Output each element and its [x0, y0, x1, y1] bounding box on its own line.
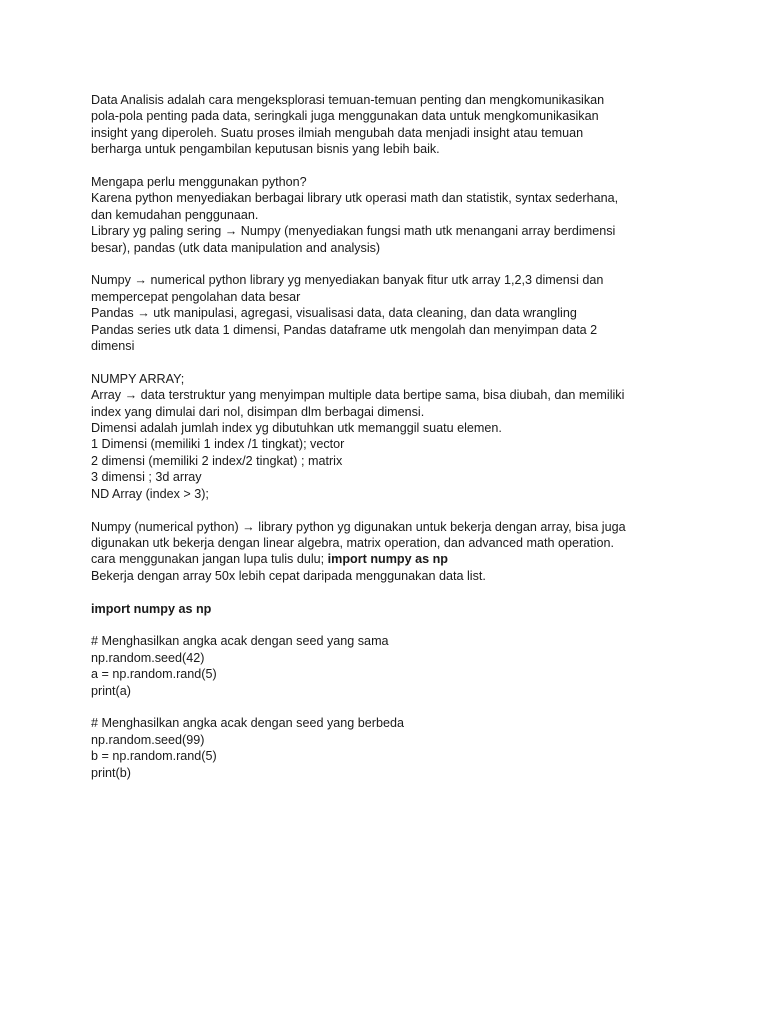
why-python-line: Karena python menyediakan berbagai library utk operasi math dan statistik, syntax sederhana,: [91, 191, 619, 206]
code-block-seed-same: [91, 633, 691, 699]
numpy-usage-line: Bekerja dengan array 50x lebih cepat daripada menggunakan data list.: [91, 568, 486, 583]
code-line: a = np.random.rand(5): [91, 667, 217, 682]
numpy-pandas-line: Numpy → numerical python library yg menyediakan banyak fitur utk array 1,2,3 dimensi dan: [91, 273, 604, 288]
code-line: np.random.seed(42): [91, 650, 205, 665]
numpy-usage-paragraph: [91, 519, 691, 585]
numpy-pandas-line: mempercepat pengolahan data besar: [91, 289, 301, 304]
numpy-array-line: 1 Dimensi (memiliki 1 index /1 tingkat); vector: [91, 437, 345, 452]
numpy-usage-line: [91, 551, 691, 567]
numpy-array-line: index yang dimulai dari nol, disimpan dlm berbagai dimensi.: [91, 404, 425, 419]
code-comment: # Menghasilkan angka acak dengan seed yang sama: [91, 634, 389, 649]
numpy-array-line: 2 dimensi (memiliki 2 index/2 tingkat) ; matrix: [91, 453, 343, 468]
numpy-pandas-line: dimensi: [91, 339, 135, 354]
intro-line: Data Analisis adalah cara mengeksplorasi temuan-temuan penting dan mengkomunikasikan: [91, 93, 605, 107]
numpy-pandas-line: Pandas → utk manipulasi, agregasi, visualisasi data, data cleaning, dan data wrangling: [91, 306, 577, 321]
why-python-paragraph: [91, 174, 691, 256]
document-page: [91, 92, 691, 797]
numpy-usage-prefix: cara menggunakan jangan lupa tulis dulu;: [91, 552, 328, 567]
numpy-array-paragraph: [91, 371, 691, 502]
numpy-array-line: ND Array (index > 3);: [91, 486, 209, 501]
intro-line: insight yang diperoleh. Suatu proses ilmiah mengubah data menjadi insight atau temuan: [91, 125, 584, 140]
numpy-usage-line: Numpy (numerical python) → library python yg digunakan untuk bekerja dengan array, bisa juga: [91, 519, 626, 534]
code-block-seed-different: [91, 715, 691, 781]
code-line: b = np.random.rand(5): [91, 749, 217, 764]
code-comment: # Menghasilkan angka acak dengan seed yang berbeda: [91, 716, 404, 731]
why-python-question: Mengapa perlu menggunakan python?: [91, 175, 307, 190]
numpy-array-line: Dimensi adalah jumlah index yg dibutuhkan utk memanggil suatu elemen.: [91, 421, 502, 436]
numpy-array-line: Array → data terstruktur yang menyimpan multiple data bertipe sama, bisa diubah, dan memiliki: [91, 388, 625, 403]
why-python-line: Library yg paling sering → Numpy (menyediakan fungsi math utk menangani array berdimensi: [91, 224, 616, 239]
import-statement-inline: import numpy as np: [327, 552, 449, 567]
numpy-array-heading: NUMPY ARRAY;: [91, 371, 185, 386]
numpy-pandas-line: Pandas series utk data 1 dimensi, Pandas dataframe utk mengolah dan menyimpan data 2: [91, 322, 598, 337]
numpy-pandas-paragraph: [91, 272, 691, 354]
numpy-usage-line: digunakan utk bekerja dengan linear algebra, matrix operation, dan advanced math operation.: [91, 535, 614, 550]
intro-line: pola-pola penting pada data, seringkali juga menggunakan data untuk mengkomunikasikan: [91, 109, 599, 124]
code-line: print(a): [91, 683, 131, 698]
numpy-array-line: 3 dimensi ; 3d array: [91, 470, 202, 485]
code-line: np.random.seed(99): [91, 732, 205, 747]
intro-paragraph: [91, 92, 691, 158]
import-heading: import numpy as np: [91, 601, 212, 616]
why-python-line: besar), pandas (utk data manipulation and analysis): [91, 240, 381, 255]
code-line: print(b): [91, 765, 131, 780]
intro-line: berharga untuk pengambilan keputusan bisnis yang lebih baik.: [91, 142, 440, 157]
why-python-line: dan kemudahan penggunaan.: [91, 207, 259, 222]
